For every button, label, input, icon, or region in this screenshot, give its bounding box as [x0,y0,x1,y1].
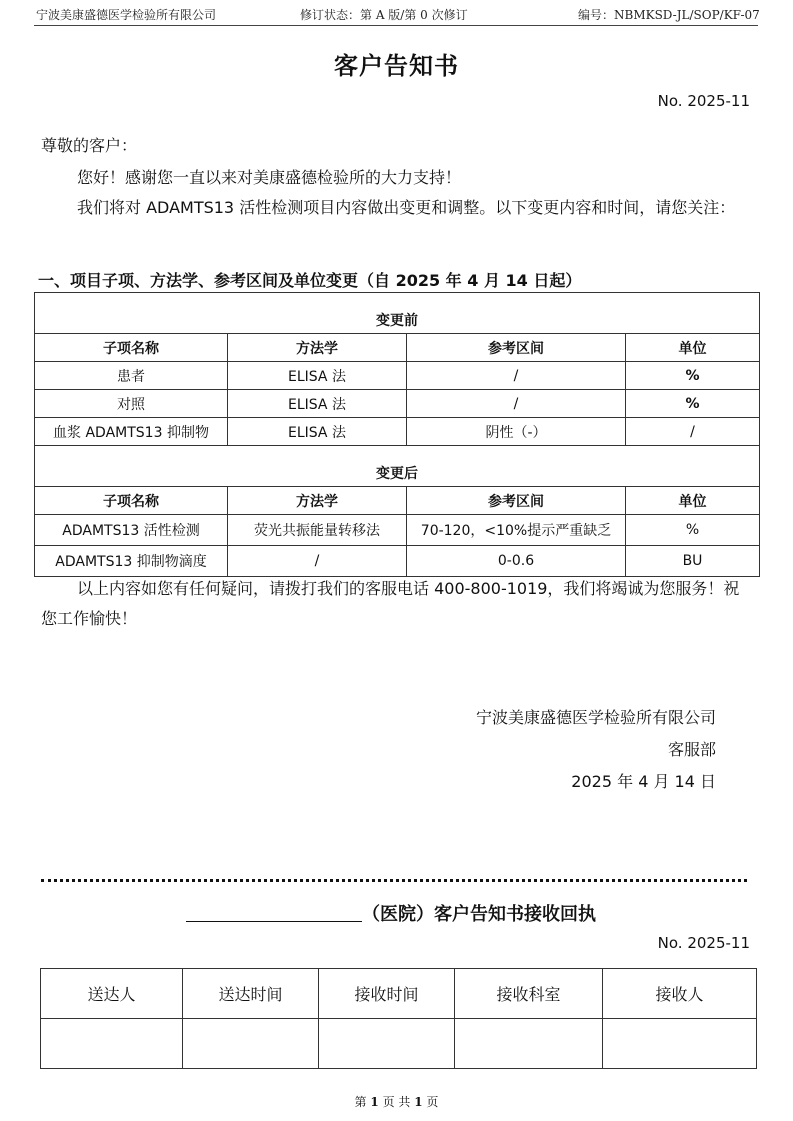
receipt-table [40,968,757,1069]
table-cell: / [228,546,407,577]
intro-paragraph: 您好！感谢您一直以来对美康盛德检验所的大力支持！ [77,168,462,187]
signature-company: 宁波美康盛德医学检验所有限公司 [475,708,716,727]
receipt-entry-row [41,1019,757,1069]
before-band-row [35,293,760,334]
column-header: 方法学 [228,334,407,362]
table-cell: 患者 [35,362,228,390]
greeting: 尊敬的客户： [41,136,138,155]
table-cell: 荧光共振能量转移法 [228,515,407,546]
table-cell: % [626,515,760,546]
column-header: 子项名称 [35,487,228,515]
section-title: 一、项目子项、方法学、参考区间及单位变更（自 2025 年 4 月 14 日起） [38,271,582,290]
page-suffix: 页 [426,1095,439,1109]
table-cell: 血浆 ADAMTS13 抑制物 [35,418,228,446]
table-cell: % [626,362,760,390]
receipt-entry-cell[interactable] [603,1019,757,1069]
table-cell: ELISA 法 [228,362,407,390]
receipt-entry-cell[interactable] [455,1019,603,1069]
after-band-row [35,446,760,487]
table-row [35,362,760,390]
before-label: 变更前 [35,293,760,334]
table-cell: ADAMTS13 活性检测 [35,515,228,546]
receipt-title [186,900,596,926]
column-header: 单位 [626,487,760,515]
before-header-row [35,334,760,362]
after-header-row [35,487,760,515]
closing-paragraph: 以上内容如您有任何疑问，请拨打我们的客服电话 400-800-1019，我们将竭诚为您服务！祝您工作愉快！ [41,579,740,628]
header-revision: 修订状态：第 A 版/第 0 次修订 [300,8,468,22]
table-cell: / [407,362,626,390]
table-cell: ELISA 法 [228,418,407,446]
receipt-title-text: （医院）客户告知书接收回执 [362,904,596,925]
table-cell: 70-120，<10%提示严重缺乏 [407,515,626,546]
table-cell: ELISA 法 [228,390,407,418]
table-row [35,390,760,418]
table-cell: 对照 [35,390,228,418]
table-cell: 阴性（-） [407,418,626,446]
receipt-doc-number: No. 2025-11 [657,934,750,952]
change-table [34,292,760,577]
page-current: 1 [370,1095,379,1109]
table-cell: / [407,390,626,418]
table-cell: / [626,418,760,446]
cut-line [41,879,747,882]
page-title: 客户告知书 [334,52,459,80]
table-cell: % [626,390,760,418]
after-label: 变更后 [35,446,760,487]
page-total: 1 [414,1095,423,1109]
hospital-name-blank[interactable] [186,903,362,922]
column-header: 送达时间 [183,969,319,1019]
column-header: 参考区间 [407,334,626,362]
receipt-entry-cell[interactable] [319,1019,455,1069]
column-header: 接收科室 [455,969,603,1019]
change-notice-paragraph: 我们将对 ADAMTS13 活性检测项目内容做出变更和调整。以下变更内容和时间，请您关注： [77,198,736,217]
table-cell: 0-0.6 [407,546,626,577]
column-header: 子项名称 [35,334,228,362]
column-header: 单位 [626,334,760,362]
column-header: 接收时间 [319,969,455,1019]
doc-number: No. 2025-11 [657,92,750,110]
header-code: 编号：NBMKSD-JL/SOP/KF-07 [578,8,760,22]
table-cell: ADAMTS13 抑制物滴度 [35,546,228,577]
receipt-header-row [41,969,757,1019]
page-mid: 页 共 [382,1095,411,1109]
table-row [35,515,760,546]
page-prefix: 第 [354,1095,367,1109]
table-row [35,418,760,446]
header-divider [34,25,758,26]
receipt-entry-cell[interactable] [41,1019,183,1069]
column-header: 接收人 [603,969,757,1019]
column-header: 送达人 [41,969,183,1019]
table-cell: BU [626,546,760,577]
header-company: 宁波美康盛德医学检验所有限公司 [36,8,217,22]
table-row [35,546,760,577]
receipt-entry-cell[interactable] [183,1019,319,1069]
signature-dept: 客服部 [667,740,716,759]
column-header: 参考区间 [407,487,626,515]
page-number [0,1093,793,1110]
column-header: 方法学 [228,487,407,515]
signature-date: 2025 年 4 月 14 日 [571,772,716,791]
